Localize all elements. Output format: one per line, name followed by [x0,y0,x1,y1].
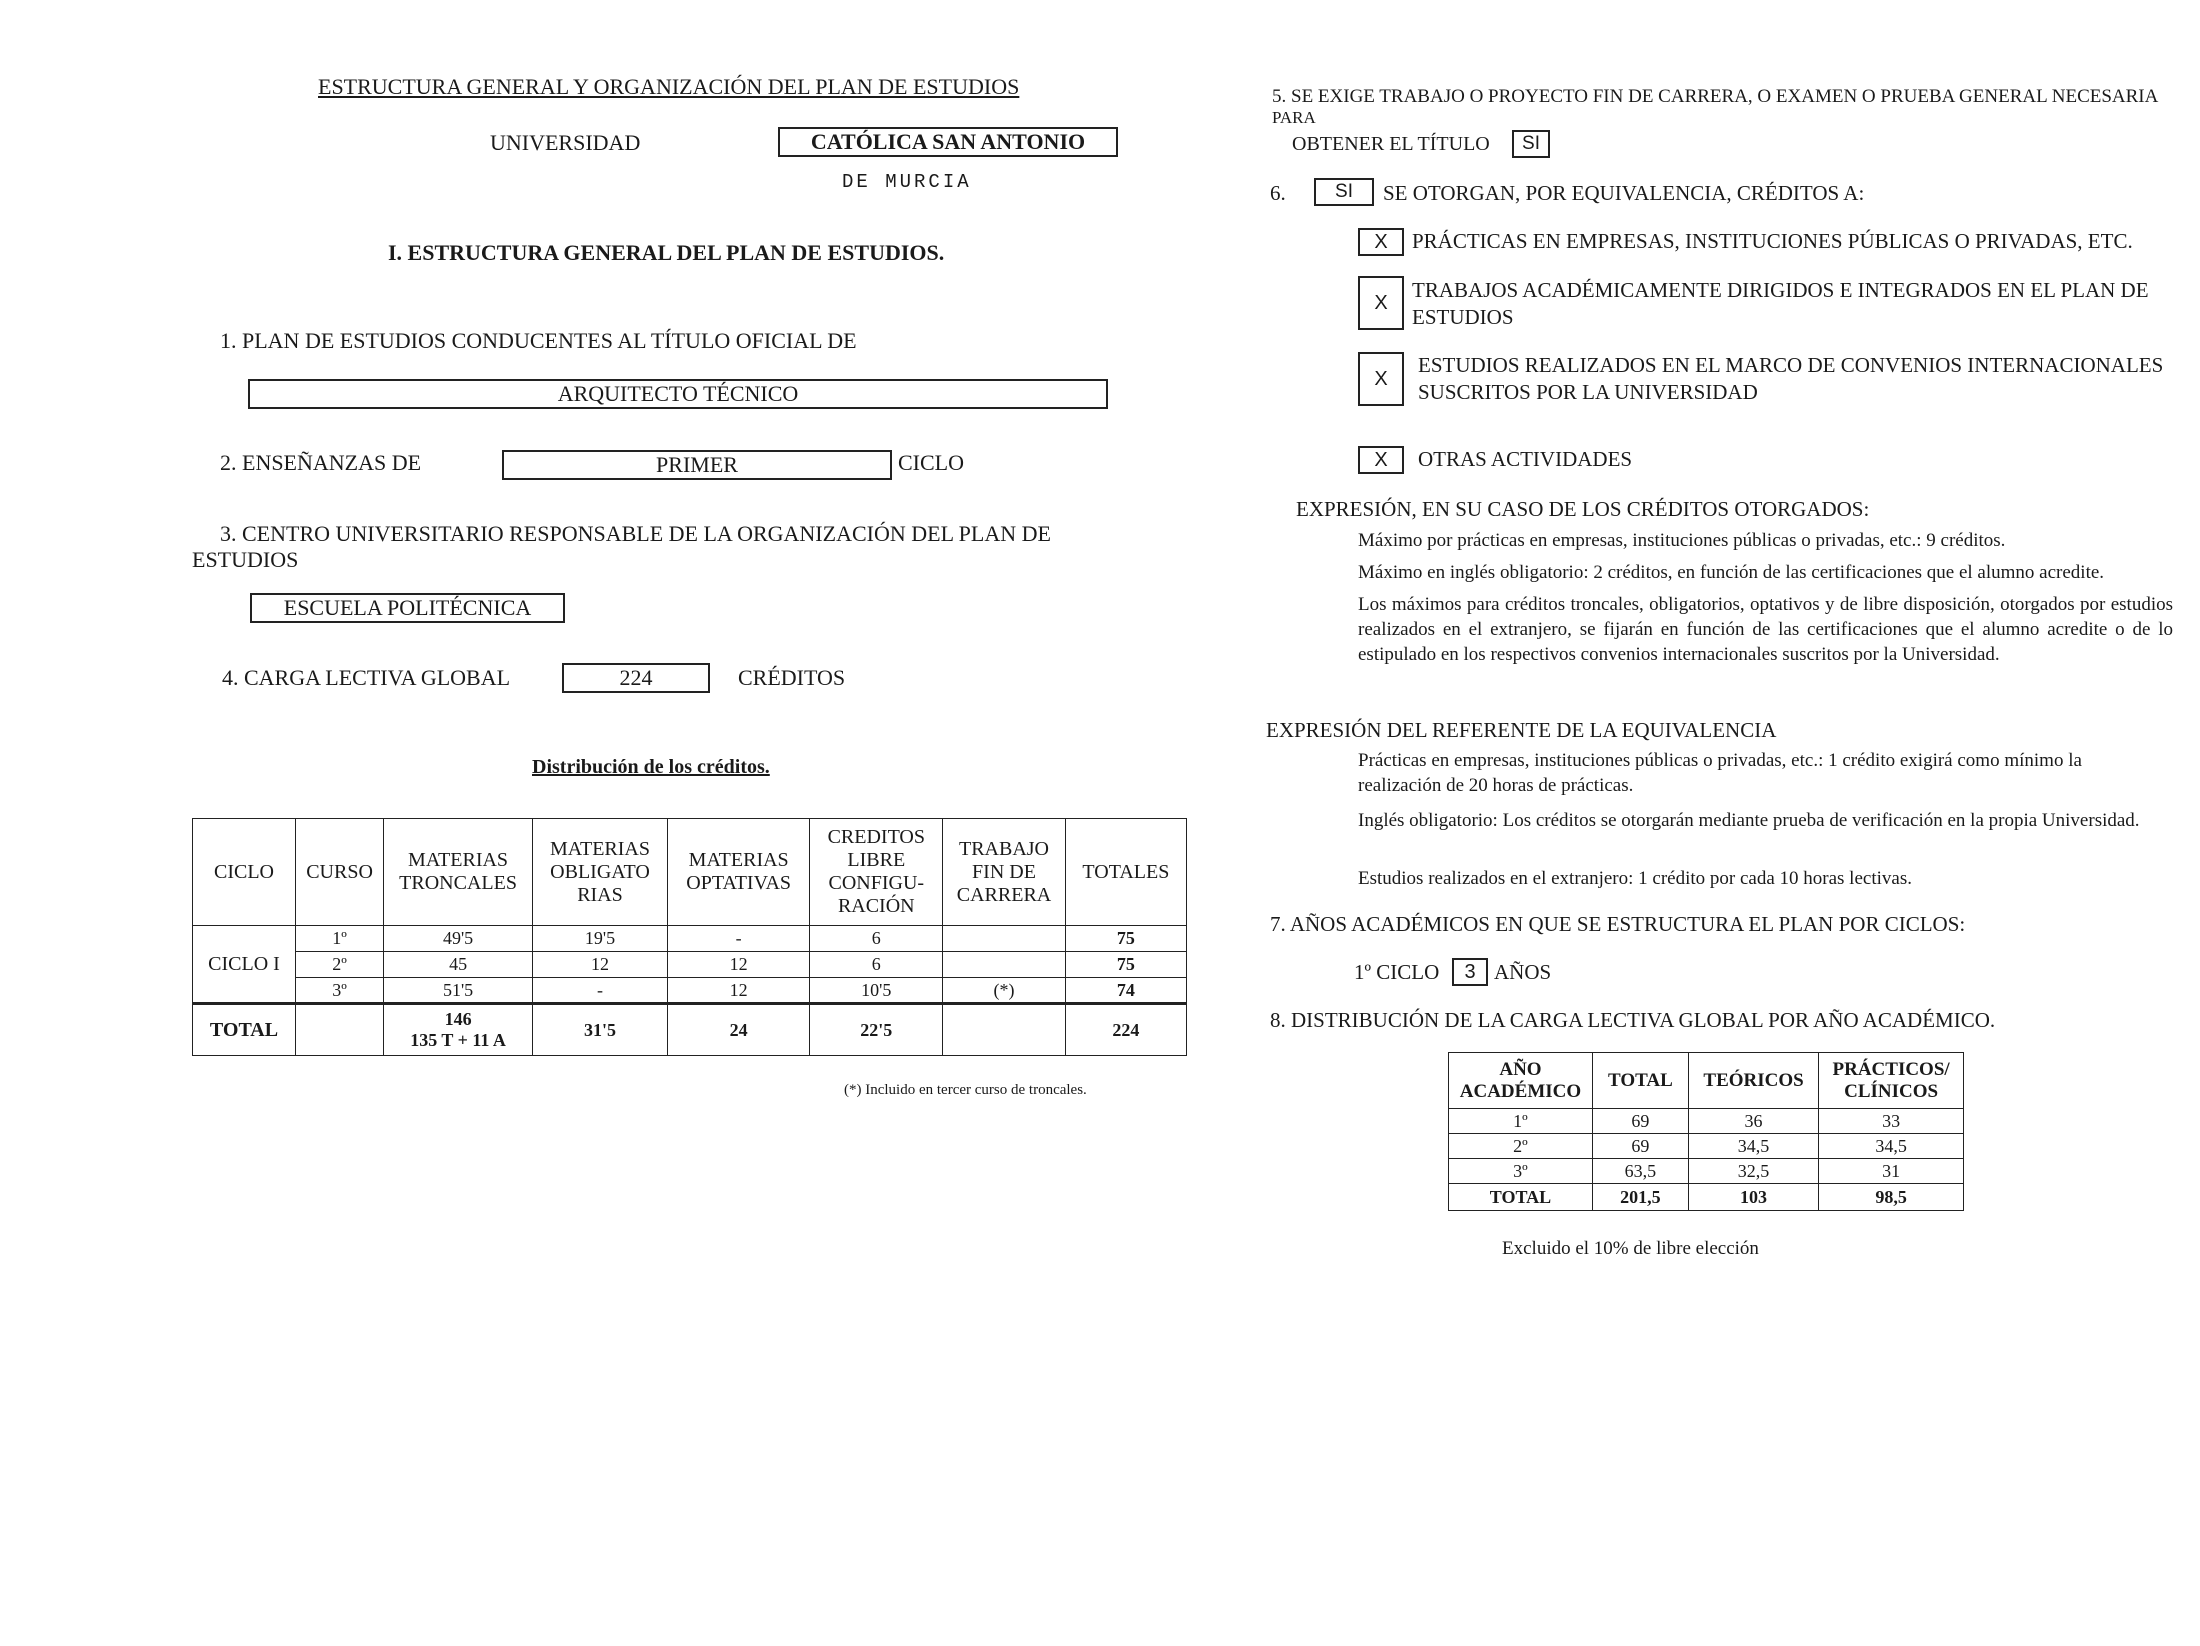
header-practicos-line2: CLÍNICOS [1844,1080,1939,1102]
question-7-suffix: AÑOS [1494,960,1552,984]
header-practicos-line1: PRÁCTICOS/ [1832,1058,1950,1080]
cell-practicos: 31 [1819,1159,1964,1184]
header-obligatorias [533,819,668,926]
total-teoricos: 103 [1688,1184,1818,1211]
cell-troncales: 51'5 [384,978,533,1004]
question-7: 7. AÑOS ACADÉMICOS EN QUE SE ESTRUCTURA EL PLAN POR CICLOS: [1270,912,1966,936]
checkbox-convenios-label-line2: SUSCRITOS POR LA UNIVERSIDAD [1418,380,1758,404]
credits-distribution-table [192,818,1187,1056]
centro-box: ESCUELA POLITÉCNICA [250,593,565,623]
cell-curso: 2º [296,952,384,978]
cell-teoricos: 34,5 [1688,1134,1818,1159]
header-anio-line1: AÑO [1499,1058,1542,1080]
cell-curso: 3º [296,978,384,1004]
header-obligatorias-line2: OBLIGATO [550,860,650,883]
total-anio: TOTAL [1449,1184,1593,1211]
header-optativas-line2: OPTATIVAS [686,872,792,894]
question-5-line2: PARA [1272,108,1316,127]
header-anio-line2: ACADÉMICO [1459,1080,1582,1102]
question-4-suffix: CRÉDITOS [738,665,846,690]
document-heading: ESTRUCTURA GENERAL Y ORGANIZACIÓN DEL PLAN DE ESTUDIOS [318,74,1020,99]
checkbox-otras-label: OTRAS ACTIVIDADES [1418,447,1633,471]
question-5-line3: OBTENER EL TÍTULO [1292,133,1490,155]
expression-credits-p3: Los máximos para créditos troncales, obligatorios, optativos y de libre disposición, otorgados por estudios realizados en el extranjero, se fijarán en función de las certificaciones que el alumno acredite o de lo estipulado en los respectivos convenios internacionales suscritos por la Universidad. [1358,594,2173,665]
question-5-line1: 5. SE EXIGE TRABAJO O PROYECTO FIN DE CARRERA, O EXAMEN O PRUEBA GENERAL NECESARIA [1272,86,2159,107]
cell-teoricos: 32,5 [1688,1159,1818,1184]
checkbox-otras: X [1358,446,1404,474]
expression-equivalence-p2: Inglés obligatorio: Los créditos se otorgarán mediante prueba de verificación en la propia Universidad. [1358,810,2140,831]
total-obligatorias: 31'5 [533,1004,668,1056]
expression-credits-title: EXPRESIÓN, EN SU CASO DE LOS CRÉDITOS OTORGADOS: [1296,497,1870,521]
cell-anio: 1º [1449,1109,1593,1134]
header-libre-line4: RACIÓN [837,895,915,917]
header-libre [810,819,943,926]
header-anio [1449,1053,1593,1109]
cell-optativas: 12 [667,978,809,1004]
cell-troncales: 49'5 [384,926,533,952]
cell-practicos: 33 [1819,1109,1964,1134]
header-total: TOTAL [1592,1053,1688,1109]
cell-optativas: 12 [667,952,809,978]
expression-credits-p1: Máximo por prácticas en empresas, instituciones públicas o privadas, etc.: 9 créditos. [1358,530,2006,551]
checkbox-practicas: X [1358,228,1404,256]
table2-total-row [1449,1184,1964,1211]
ciclo-box: PRIMER [502,450,892,480]
universidad-label: UNIVERSIDAD [490,130,641,155]
table-row [1449,1109,1964,1134]
checkbox-trabajos: X [1358,276,1404,330]
total-label: TOTAL [193,1004,296,1056]
distribution-title: Distribución de los créditos. [532,756,770,778]
header-troncales [384,819,533,926]
cell-anio: 2º [1449,1134,1593,1159]
header-optativas-line1: MATERIAS [688,849,789,871]
question-2-suffix: CICLO [898,450,964,475]
cell-anio: 3º [1449,1159,1593,1184]
checkbox-convenios: X [1358,352,1404,406]
header-curso: CURSO [296,819,384,926]
cell-curso: 1º [296,926,384,952]
table-header-row [193,819,1187,926]
table-row [193,952,1187,978]
table-row [193,926,1187,952]
checkbox-practicas-label: PRÁCTICAS EN EMPRESAS, INSTITUCIONES PÚBLICAS O PRIVADAS, ETC. [1412,229,2133,253]
cell-obligatorias: 12 [533,952,668,978]
total-troncales [384,1004,533,1056]
total-trabajo [943,1004,1066,1056]
table-footnote: (*) Incluido en tercer curso de troncales. [844,1082,1087,1098]
header-libre-line1: CREDITOS [827,826,925,848]
table2-note: Excluido el 10% de libre elección [1502,1238,1759,1259]
cell-obligatorias: 19'5 [533,926,668,952]
question-4: 4. CARGA LECTIVA GLOBAL [222,665,511,690]
cell-libre: 10'5 [810,978,943,1004]
annual-load-table [1448,1052,1964,1211]
question-7-answer-box: 3 [1452,958,1488,986]
table-row [193,978,1187,1004]
cell-libre: 6 [810,952,943,978]
header-libre-line3: CONFIGU- [828,872,925,894]
titulo-box: ARQUITECTO TÉCNICO [248,379,1108,409]
cell-practicos: 34,5 [1819,1134,1964,1159]
cell-totales: 75 [1065,952,1186,978]
total-optativas: 24 [667,1004,809,1056]
header-obligatorias-line1: MATERIAS [549,837,650,860]
checkbox-convenios-label-line1: ESTUDIOS REALIZADOS EN EL MARCO DE CONVENIOS INTERNACIONALES [1418,353,2164,377]
header-troncales-line2: TRONCALES [399,872,517,894]
header-teoricos: TEÓRICOS [1688,1053,1818,1109]
cell-obligatorias: - [533,978,668,1004]
table-total-row [193,1004,1187,1056]
question-6-answer-box: SI [1314,178,1374,206]
total-practicos: 98,5 [1819,1184,1964,1211]
table-row [1449,1159,1964,1184]
cell-trabajo: (*) [943,978,1066,1004]
expression-credits-p2: Máximo en inglés obligatorio: 2 créditos, en función de las certificaciones que el alumno acredite. [1358,562,2105,583]
checkbox-trabajos-label-line2: ESTUDIOS [1412,305,1514,329]
header-optativas [667,819,809,926]
header-trabajo-line3: CARRERA [956,883,1052,906]
header-troncales-line1: MATERIAS [408,849,509,871]
cell-total: 69 [1592,1134,1688,1159]
question-5-answer-box: SI [1512,130,1550,158]
cell-totales: 74 [1065,978,1186,1004]
question-7-label: 1º CICLO [1354,960,1440,984]
cell-libre: 6 [810,926,943,952]
question-6-number: 6. [1270,181,1286,205]
header-libre-line2: LIBRE [847,849,906,871]
section-title: I. ESTRUCTURA GENERAL DEL PLAN DE ESTUDIOS. [388,240,945,265]
header-obligatorias-line3: RIAS [577,883,623,906]
cycle-label: CICLO I [193,926,296,1004]
expression-equivalence-title: EXPRESIÓN DEL REFERENTE DE LA EQUIVALENCIA [1266,718,1777,742]
header-trabajo-line1: TRABAJO [958,837,1049,860]
cell-totales: 75 [1065,926,1186,952]
total-total: 201,5 [1592,1184,1688,1211]
header-trabajo-line2: FIN DE [972,860,1036,883]
universidad-name-box: CATÓLICA SAN ANTONIO [778,127,1118,157]
cell-total: 63,5 [1592,1159,1688,1184]
question-1: 1. PLAN DE ESTUDIOS CONDUCENTES AL TÍTULO OFICIAL DE [220,328,857,353]
question-6-text: SE OTORGAN, POR EQUIVALENCIA, CRÉDITOS A: [1383,181,1865,205]
cell-trabajo [943,952,1066,978]
question-3-line1: 3. CENTRO UNIVERSITARIO RESPONSABLE DE LA ORGANIZACIÓN DEL PLAN DE [220,521,1051,546]
expression-equivalence-p3: Estudios realizados en el extranjero: 1 crédito por cada 10 horas lectivas. [1358,868,1912,889]
header-totales: TOTALES [1065,819,1186,926]
question-2: 2. ENSEÑANZAS DE [220,450,422,475]
cell-total: 69 [1592,1109,1688,1134]
creditos-box: 224 [562,663,710,693]
header-ciclo: CICLO [193,819,296,926]
header-trabajo [943,819,1066,926]
total-libre: 22'5 [810,1004,943,1056]
cell-optativas: - [667,926,809,952]
question-3-line2: ESTUDIOS [192,547,299,572]
cell-teoricos: 36 [1688,1109,1818,1134]
table-row [1449,1134,1964,1159]
total-troncales-value: 146 [444,1009,472,1030]
cell-trabajo [943,926,1066,952]
total-curso [296,1004,384,1056]
checkbox-trabajos-label-line1: TRABAJOS ACADÉMICAMENTE DIRIGIDOS E INTEGRADOS EN EL PLAN DE [1412,278,2149,302]
question-8: 8. DISTRIBUCIÓN DE LA CARGA LECTIVA GLOBAL POR AÑO ACADÉMICO. [1270,1008,1996,1032]
table2-header-row [1449,1053,1964,1109]
universidad-name-continuation: DE MURCIA [842,171,972,193]
header-practicos [1819,1053,1964,1109]
total-troncales-breakdown: 135 T + 11 A [410,1030,506,1050]
total-totales: 224 [1065,1004,1186,1056]
cell-troncales: 45 [384,952,533,978]
expression-equivalence-p1: Prácticas en empresas, instituciones públicas o privadas, etc.: 1 crédito exigirá como mínimo la realización de 20 horas de prácticas. [1358,750,2082,796]
